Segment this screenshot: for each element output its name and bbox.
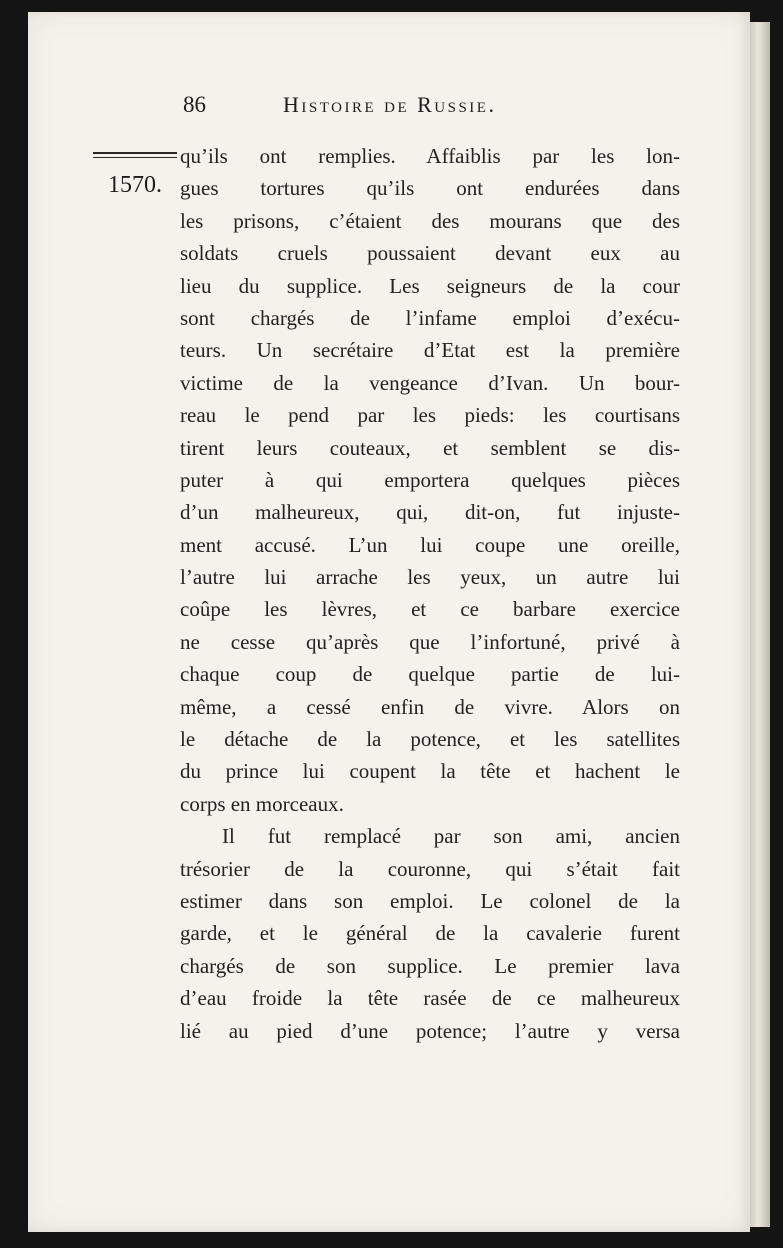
text-line: l’autre lui arrache les yeux, un autre lui: [180, 565, 680, 590]
text-line: trésorier de la couronne, qui s’était fait: [180, 856, 680, 881]
text-line: soldats cruels poussaient devant eux au: [180, 241, 680, 266]
rule-line: [93, 157, 177, 158]
text-line: les prisons, c’étaient des mourans que des: [180, 208, 680, 233]
text-line: ment accusé. L’un lui coupe une oreille,: [180, 532, 680, 557]
text-line: d’un malheureux, qui, dit-on, fut injuste-: [180, 500, 680, 525]
text-line: du prince lui coupent la tête et hachent le: [180, 759, 680, 784]
text-line: garde, et le général de la cavalerie furent: [180, 921, 680, 946]
text-line: puter à qui emportera quelques pièces: [180, 467, 680, 492]
text-line: qu’ils ont remplies. Affaiblis par les lon-: [180, 144, 680, 168]
text-line: corps en morceaux.: [180, 791, 344, 816]
text-line: lié au pied d’une potence; l’autre y versa: [180, 1018, 680, 1043]
page-number: 86: [183, 92, 206, 117]
running-title: Histoire de Russie.: [283, 92, 497, 117]
margin-year: 1570.: [108, 172, 162, 198]
text-line: d’eau froide la tête rasée de ce malheureux: [180, 986, 680, 1011]
text-line: gues tortures qu’ils ont endurées dans: [180, 176, 680, 201]
text-line: sont chargés de l’infame emploi d’exécu-: [180, 305, 680, 330]
body-text: [180, 140, 680, 1047]
text-line: le détache de la potence, et les satellites: [180, 727, 680, 752]
text-line: même, a cessé enfin de vivre. Alors on: [180, 694, 680, 719]
text-line: teurs. Un secrétaire d’Etat est la première: [180, 338, 680, 363]
text-line: reau le pend par les pieds: les courtisans: [180, 403, 680, 428]
page-header: [183, 92, 583, 122]
margin-rule: [93, 152, 177, 161]
rule-line: [93, 152, 177, 154]
page-edge: [750, 22, 770, 1227]
text-line: lieu du supplice. Les seigneurs de la cour: [180, 273, 680, 298]
text-line: chargés de son supplice. Le premier lava: [180, 953, 680, 978]
text-line: coûpe les lèvres, et ce barbare exercice: [180, 597, 680, 622]
text-line: tirent leurs couteaux, et semblent se dis-: [180, 435, 680, 460]
text-line: victime de la vengeance d’Ivan. Un bour-: [180, 370, 680, 395]
text-line: chaque coup de quelque partie de lui-: [180, 662, 680, 687]
text-line: ne cesse qu’après que l’infortuné, privé à: [180, 629, 680, 654]
text-line: Il fut remplacé par son ami, ancien: [222, 824, 680, 849]
text-line: estimer dans son emploi. Le colonel de la: [180, 888, 680, 913]
